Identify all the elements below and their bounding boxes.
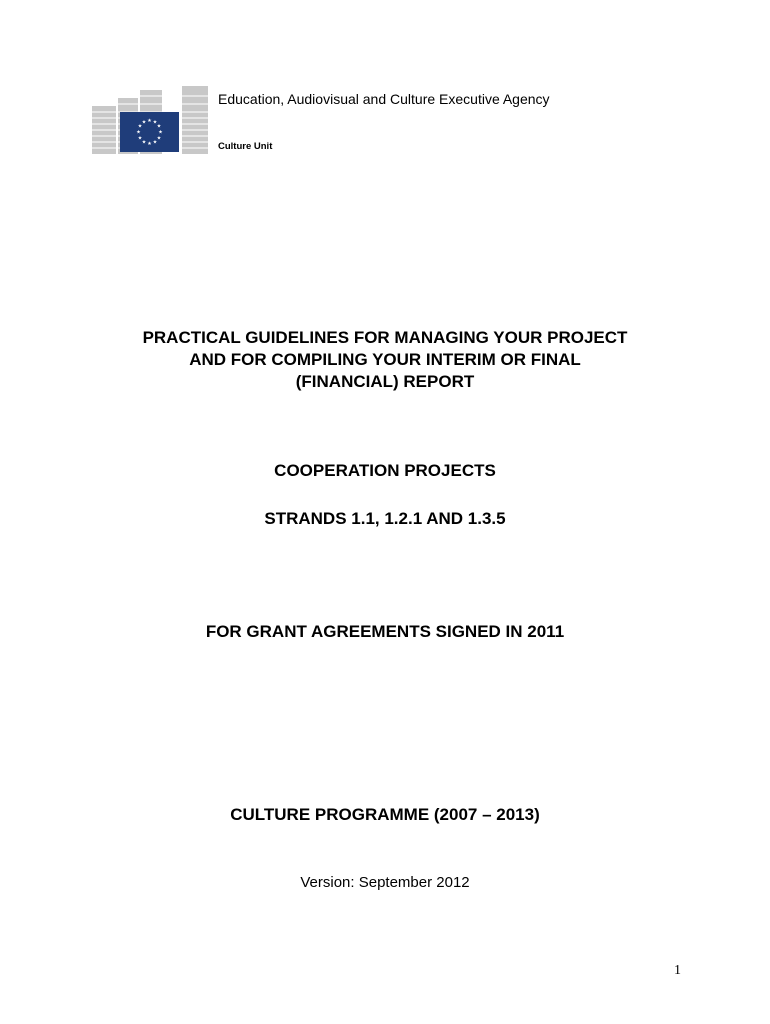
version-text: Version: September 2012 [300, 874, 470, 891]
svg-text:★: ★ [141, 119, 147, 126]
agency-name: Education, Audiovisual and Culture Executive Agency [218, 91, 550, 107]
document-title [0, 327, 770, 393]
grant-heading: FOR GRANT AGREEMENTS SIGNED IN 2011 [205, 622, 565, 641]
svg-text:★: ★ [147, 141, 152, 147]
svg-text:★: ★ [156, 135, 162, 142]
title-line-2: AND FOR COMPILING YOUR INTERIM OR FINAL [189, 350, 581, 369]
svg-text:★: ★ [136, 129, 141, 136]
svg-text:★: ★ [147, 118, 152, 124]
cooperation-heading: COOPERATION PROJECTS [274, 461, 496, 480]
title-line-3: (FINANCIAL) REPORT [295, 372, 475, 391]
svg-text:★: ★ [141, 139, 147, 146]
svg-text:★: ★ [137, 123, 143, 130]
european-commission-logo-icon [90, 82, 210, 156]
title-line-1: PRACTICAL GUIDELINES FOR MANAGING YOUR PROJECT [142, 328, 628, 347]
programme-heading: CULTURE PROGRAMME (2007 – 2013) [230, 805, 540, 824]
strands-heading: STRANDS 1.1, 1.2.1 AND 1.3.5 [264, 509, 506, 528]
unit-name: Culture Unit [218, 141, 273, 152]
svg-text:★: ★ [152, 119, 158, 126]
svg-text:★: ★ [158, 129, 163, 136]
svg-text:★: ★ [137, 135, 143, 142]
svg-text:★: ★ [156, 123, 162, 130]
page-number: 1 [674, 963, 681, 978]
svg-text:★: ★ [152, 139, 158, 146]
